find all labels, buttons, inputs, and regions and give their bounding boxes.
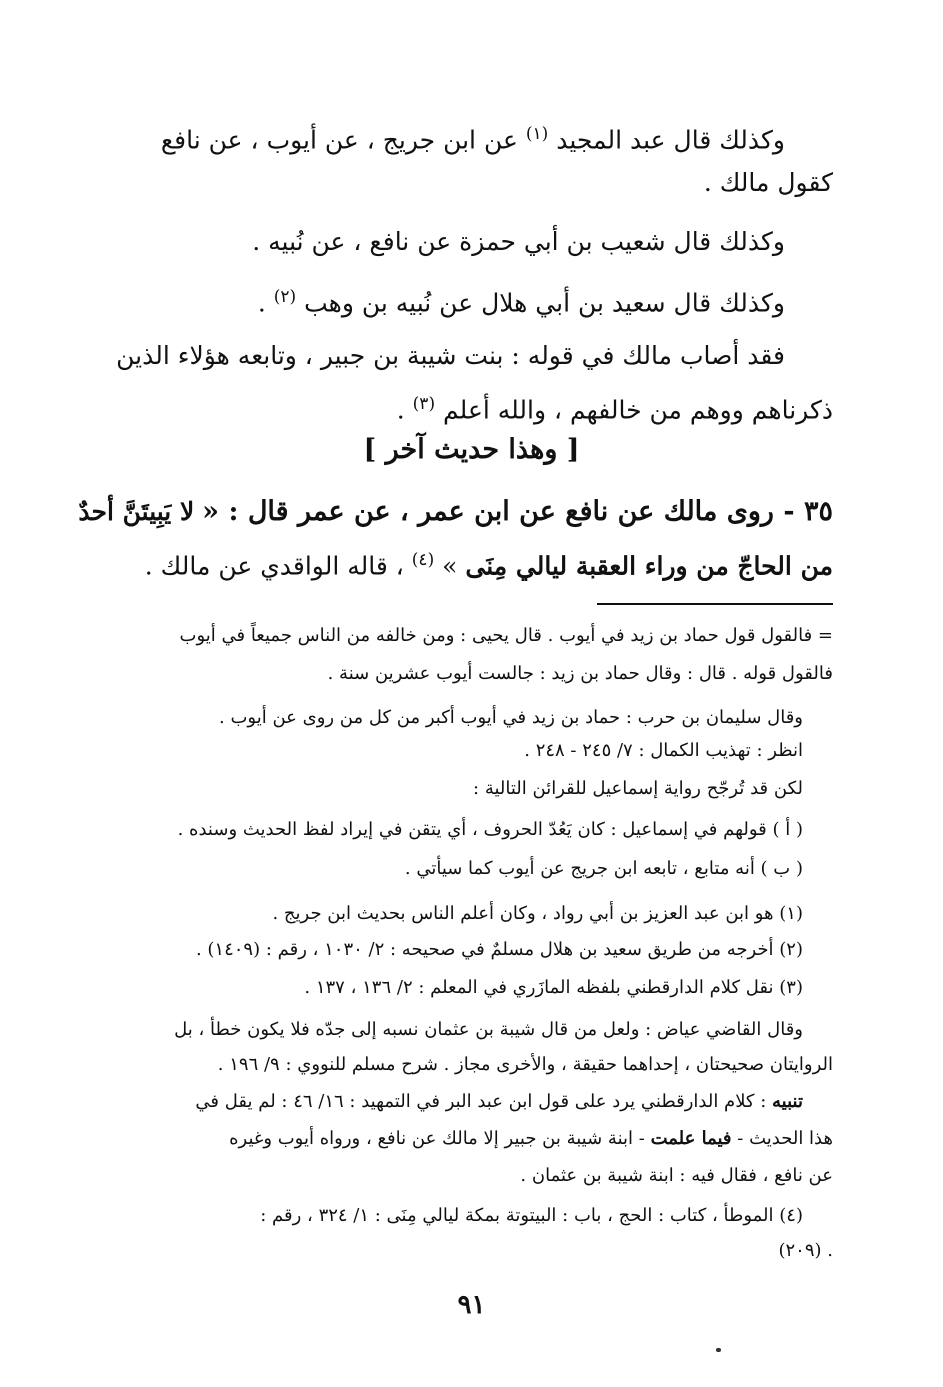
- hadith-matn: لا يَبِيتَنَّ أحدٌ: [78, 497, 195, 526]
- footnote-line: فالقول قوله . قال : وقال حماد بن زيد : جالست أيوب عشرين سنة .: [327, 663, 833, 684]
- footnote-separator: [597, 603, 833, 605]
- footnote-line: ( أ ) قولهم في إسماعيل : كان يَعُدّ الحروف ، أي يتقن في إيراد لفظ الحديث وسنده .: [177, 819, 803, 840]
- main-line-1: [90, 116, 785, 158]
- footnote-line: الروايتان صحيحتان ، إحداهما حقيقة ، والأخرى مجاز . شرح مسلم للنووي : ٩/ ١٩٦ .: [217, 1054, 833, 1075]
- hadith-matn: من الحاجّ من وراء العقبة ليالي مِنَى: [465, 551, 833, 581]
- footnote-marker-1: (١): [525, 124, 549, 144]
- hadith-number-and-isnad: ٣٥ - روى مالك عن نافع عن ابن عمر ، عن عمر قال : «: [202, 496, 833, 527]
- footnote-line: وقال القاضي عياض : ولعل من قال شيبة بن عثمان نسبه إلى جدّه فلا يكون خطأ ، بل: [174, 1019, 803, 1040]
- footnote-3: (٣) نقل كلام الدارقطني بلفظه المازَري في المعلم : ٢/ ١٣٦ ، ١٣٧ .: [304, 977, 803, 998]
- main-text: وكذلك قال عبد المجيد: [556, 125, 785, 155]
- section-heading: [ وهذا حديث آخر ]: [363, 434, 580, 465]
- scan-speck: [716, 1348, 721, 1352]
- footnote-line: وقال سليمان بن حرب : حماد بن زيد في أيوب أكبر من كل من روى عن أيوب .: [219, 707, 803, 728]
- footnote-marker-2: (٢): [273, 287, 297, 307]
- footnote-marker-3: (٣): [412, 394, 436, 414]
- footnote-line: عن نافع ، فقال فيه : ابنة شيبة بن عثمان .: [520, 1165, 833, 1186]
- footnote-line: تنبيه : كلام الدارقطني يرد على قول ابن عبد البر في التمهيد : ١٦/ ٤٦ : لم يقل في: [195, 1091, 803, 1112]
- main-line-4: وكذلك قال سعيد بن أبي هلال عن نُبيه بن وهب $^{(٢)}$ .: [257, 287, 785, 318]
- footnote-1: (١) هو ابن عبد العزيز بن أبي رواد ، وكان أعلم الناس بحديث ابن جريج .: [272, 903, 803, 924]
- footnote-marker-4: (٤): [411, 550, 435, 570]
- main-line-5: فقد أصاب مالك في قوله : بنت شيبة بن جبير ، وتابعه هؤلاء الذين: [116, 341, 785, 370]
- hadith-line-1: [78, 494, 833, 530]
- footnote-line: لكن قد تُرجّح رواية إسماعيل للقرائن التالية :: [473, 778, 803, 799]
- note-label: تنبيه: [772, 1091, 803, 1112]
- footnote-line: = فالقول قول حماد بن زيد في أيوب . قال يحيى : ومن خالفه من الناس جميعاً في أيوب: [179, 625, 833, 646]
- footnote-line: . (٢٠٩): [778, 1240, 833, 1261]
- footnote-line: انظر : تهذيب الكمال : ٧/ ٢٤٥ - ٢٤٨ .: [524, 740, 803, 761]
- main-line-6: ذكرناهم ووهم من خالفهم ، والله أعلم $^{(٣)}$ .: [396, 394, 833, 425]
- footnote-line: ( ب ) أنه متابع ، تابعه ابن جريج عن أيوب كما سيأتي .: [404, 858, 803, 879]
- main-text: عن ابن جريج ، عن أيوب ، عن نافع: [160, 125, 518, 155]
- footnote-line: هذا الحديث - فيما علمت - ابنة شيبة بن جبير إلا مالك عن نافع ، ورواه أيوب وغيره: [229, 1128, 833, 1149]
- page-number: ٩١: [457, 1290, 486, 1320]
- footnote-2: (٢) أخرجه من طريق سعيد بن هلال مسلمٌ في صحيحه : ٢/ ١٠٣٠ ، رقم : (١٤٠٩) .: [195, 939, 803, 960]
- footnote-4: (٤) الموطأ ، كتاب : الحج ، باب : البيتوتة بمكة ليالي مِنَى : ١/ ٣٢٤ ، رقم :: [260, 1205, 803, 1226]
- main-line-2: كقول مالك .: [703, 168, 833, 197]
- main-line-3: وكذلك قال شعيب بن أبي حمزة عن نافع ، عن نُبيه .: [252, 227, 785, 256]
- hadith-line-2: من الحاجّ من وراء العقبة ليالي مِنَى » $^{(٤)}$ ، قاله الواقدي عن مالك .: [144, 550, 833, 581]
